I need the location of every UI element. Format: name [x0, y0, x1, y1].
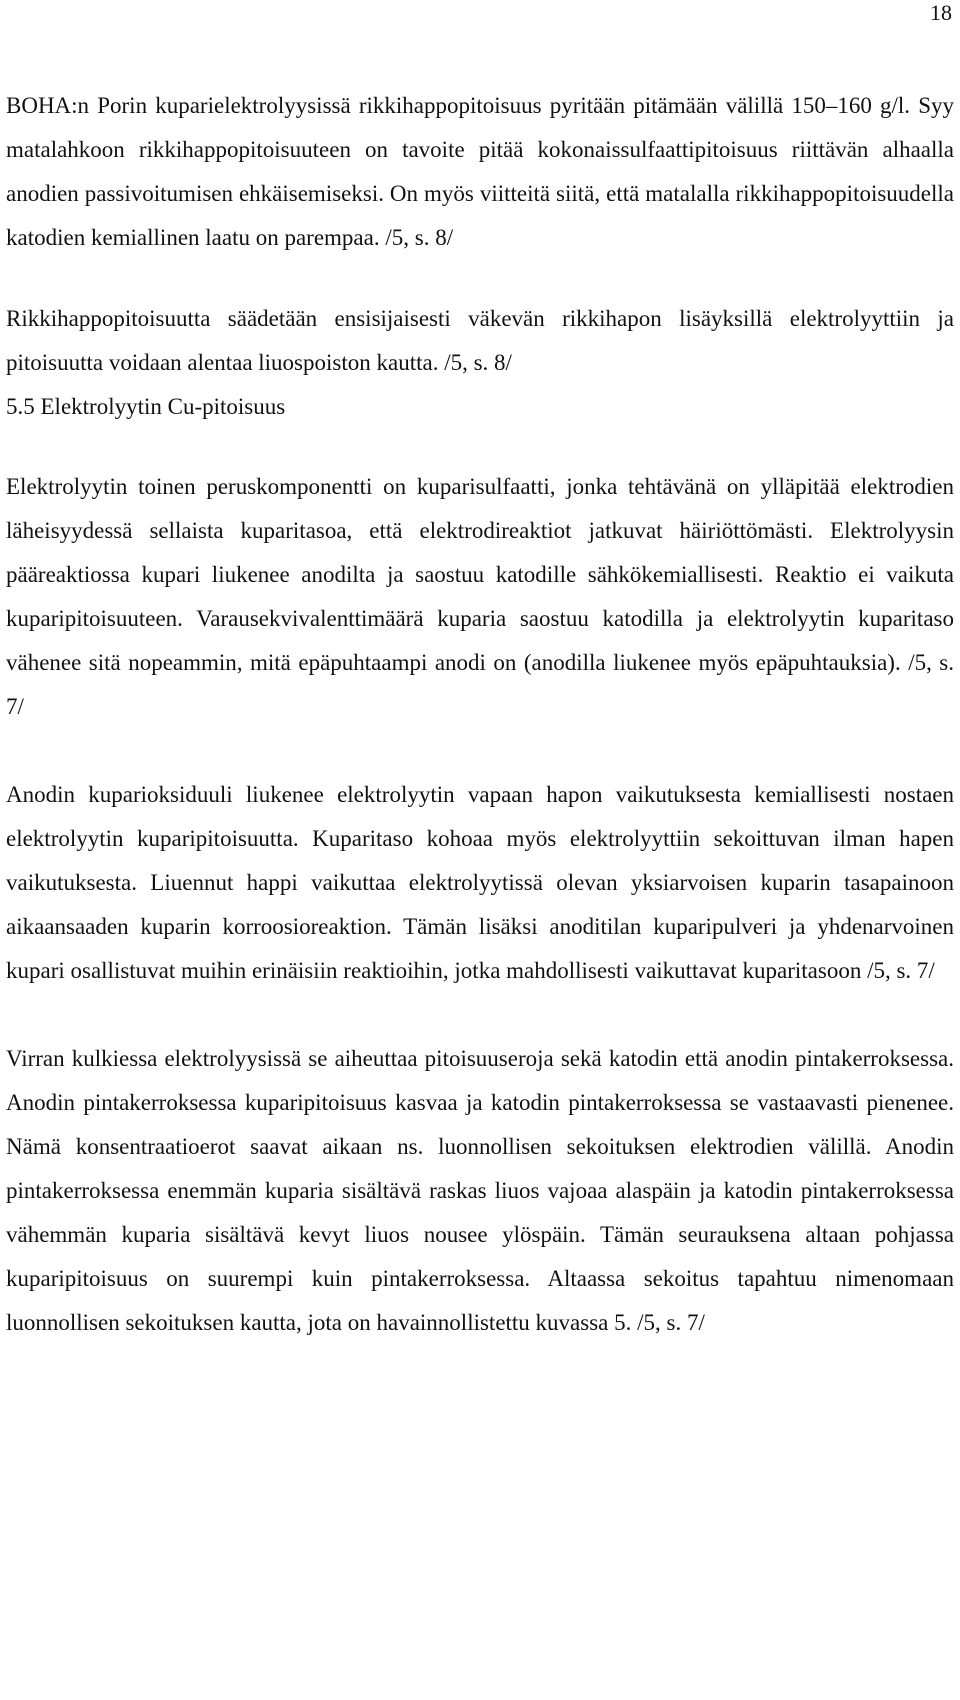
paragraph-sulfuric-acid-target: BOHA:n Porin kuparielektrolyysissä rikkihappopitoisuus pyritään pitämään välillä 150–160 g/l. Syy matalahkoon rikkihappopitoisuuteen on tavoite pitää kokonaissulfaattipitoisuus riittävän alhaalla anodien passivoitumisen ehkäisemiseksi. On myös viitteitä siitä, että matalalla rikkihappopitoisuudella katodien kemiallinen laatu on parempaa. /5, s. 8/ — [6, 93, 954, 250]
document-body — [6, 84, 954, 1345]
paragraph-copper-sulfate: Elektrolyytin toinen peruskomponentti on kuparisulfaatti, jonka tehtävänä on ylläpitää elektrodien läheisyydessä sellaista kuparitasoa, että elektrodireaktiot jatkuvat häiriöttömästi. Elektrolyysin pääreaktiossa kupari liukenee anodilta ja saostuu katodille sähkökemiallisesti. Reaktio ei vaikuta kuparipitoisuuteen. Varausekvivalenttimäärä kuparia saostuu katodilla ja elektrolyytin kuparitaso vähenee sitä nopeammin, mitä epäpuhtaampi anodi on (anodilla liukenee myös epäpuhtauksia). /5, s. 7/ — [6, 474, 954, 719]
section-heading: 5.5 Elektrolyytin Cu-pitoisuus — [6, 394, 286, 419]
page-number: 18 — [930, 0, 952, 25]
paragraph-natural-mixing: Virran kulkiessa elektrolyysissä se aiheuttaa pitoisuuseroja sekä katodin että anodin pintakerroksessa. Anodin pintakerroksessa kuparipitoisuus kasvaa ja katodin pintakerroksessa se vastaavasti pienenee. Nämä konsentraatioerot saavat aikaan ns. luonnollisen sekoituksen elektrodien välillä. Anodin pintakerroksessa enemmän kuparia sisältävä raskas liuos vajoaa alaspäin ja katodin pintakerroksessa vähemmän kuparia sisältävä kevyt liuos nousee ylöspäin. Tämän seurauksena altaan pohjassa kuparipitoisuus on suurempi kuin pintakerroksessa. Altaassa sekoitus tapahtuu nimenomaan luonnollisen sekoituksen kautta, jota on havainnollistettu kuvassa 5. /5, s. 7/ — [6, 1046, 954, 1335]
paragraph-sulfuric-acid-control: Rikkihappopitoisuutta säädetään ensisijaisesti väkevän rikkihapon lisäyksillä elektrolyyttiin ja pitoisuutta voidaan alentaa liuospoiston kautta. /5, s. 8/ — [6, 306, 954, 375]
paragraph-anode-oxide: Anodin kuparioksiduuli liukenee elektrolyytin vapaan hapon vaikutuksesta kemiallisesti nostaen elektrolyytin kuparipitoisuutta. Kuparitaso kohoaa myös elektrolyyttiin sekoittuvan ilman hapen vaikutuksesta. Liuennut happi vaikuttaa elektrolyytissä olevan yksiarvoisen kuparin tasapainoon aikaansaaden kuparin korroosioreaktion. Tämän lisäksi anoditilan kuparipulveri ja yhdenarvoinen kupari osallistuvat muihin erinäisiin reaktioihin, jotka mahdollisesti vaikuttavat kuparitasoon /5, s. 7/ — [6, 782, 954, 983]
